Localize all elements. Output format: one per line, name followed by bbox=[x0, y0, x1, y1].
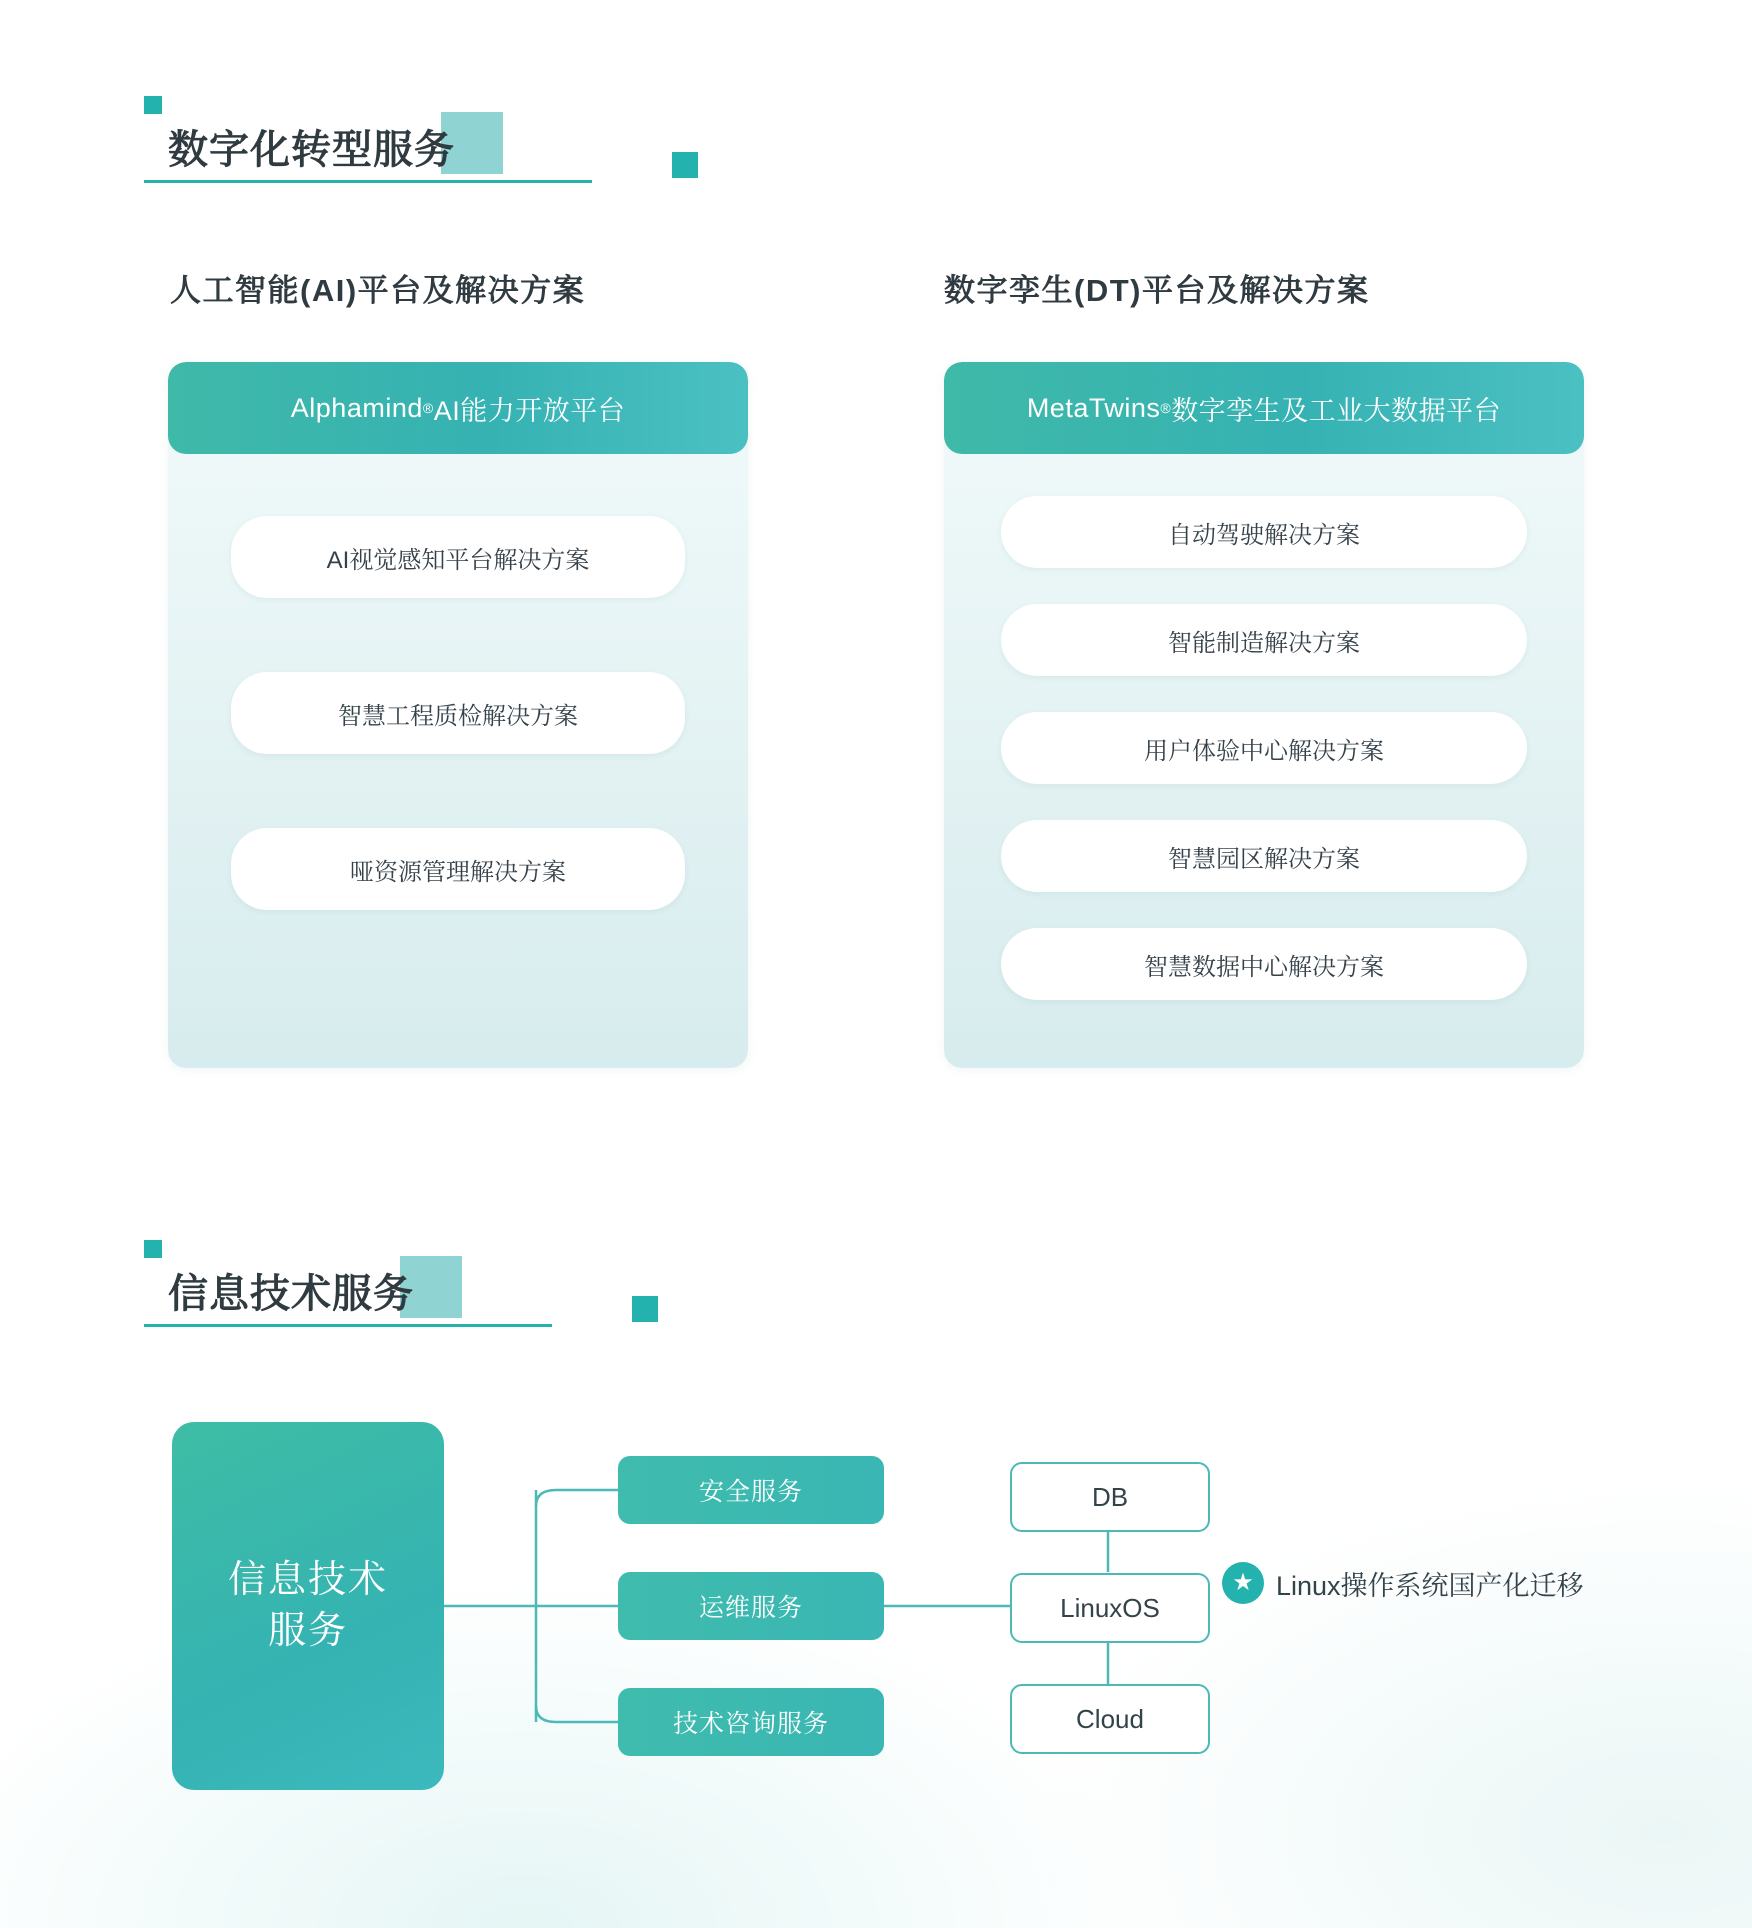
service-node-security[interactable] bbox=[618, 1456, 884, 1524]
tech-node-label: LinuxOS bbox=[1060, 1592, 1160, 1623]
service-label: 技术咨询服务 bbox=[672, 1710, 829, 1738]
tech-node-linuxos[interactable] bbox=[1010, 1573, 1210, 1643]
service-label: 安全服务 bbox=[698, 1478, 803, 1506]
star-icon: ★ bbox=[1222, 1562, 1264, 1604]
it-root-node bbox=[172, 1422, 444, 1790]
pill-label: 智慧数据中心解决方案 bbox=[1144, 953, 1384, 981]
list-item[interactable] bbox=[231, 672, 685, 754]
heading-accent-square-bottom bbox=[672, 152, 698, 178]
pill-label: 智能制造解决方案 bbox=[1168, 629, 1360, 657]
card-header-ai bbox=[168, 362, 748, 454]
legend-linux-migration bbox=[1222, 1562, 1584, 1604]
pill-label: 智慧工程质检解决方案 bbox=[338, 702, 578, 730]
column-title-dt: 数字孪生(DT)平台及解决方案 bbox=[944, 273, 1370, 308]
heading-accent-square-small bbox=[144, 1240, 162, 1258]
pill-label: 用户体验中心解决方案 bbox=[1144, 737, 1384, 765]
it-root-line2: 服务 bbox=[267, 1610, 348, 1652]
list-item[interactable] bbox=[1001, 604, 1527, 676]
section-title-digital: 数字化转型服务 bbox=[168, 128, 455, 172]
heading-accent-square-bottom bbox=[632, 1296, 658, 1322]
heading-row bbox=[144, 1240, 552, 1314]
card-header-ai-rest: AI能力开放平台 bbox=[433, 395, 626, 426]
service-label: 运维服务 bbox=[698, 1594, 803, 1622]
column-title-ai: 人工智能(AI)平台及解决方案 bbox=[170, 273, 586, 308]
service-node-consulting[interactable] bbox=[618, 1688, 884, 1756]
tech-node-label: Cloud bbox=[1076, 1703, 1144, 1734]
card-header-dt bbox=[944, 362, 1584, 454]
list-item[interactable] bbox=[231, 516, 685, 598]
card-header-dt-trademark: ® bbox=[1160, 400, 1172, 416]
heading-accent-square-small bbox=[144, 96, 162, 114]
list-item[interactable] bbox=[1001, 928, 1527, 1000]
tech-node-label: DB bbox=[1091, 1481, 1129, 1512]
section-title-it: 信息技术服务 bbox=[168, 1272, 414, 1316]
tech-node-cloud[interactable] bbox=[1010, 1684, 1210, 1754]
tech-node-db[interactable] bbox=[1010, 1462, 1210, 1532]
card-dt-platform bbox=[944, 362, 1584, 1068]
card-header-dt-rest: 数字孪生及工业大数据平台 bbox=[1171, 395, 1502, 426]
section-heading-digital bbox=[144, 96, 592, 183]
card-header-dt-brand: MetaTwins bbox=[1026, 392, 1161, 423]
it-service-diagram bbox=[0, 1390, 1752, 1870]
list-item[interactable] bbox=[1001, 820, 1527, 892]
legend-label: Linux操作系统国产化迁移 bbox=[1276, 1570, 1584, 1601]
list-item[interactable] bbox=[231, 828, 685, 910]
service-node-operations[interactable] bbox=[618, 1572, 884, 1640]
heading-underline bbox=[144, 1324, 552, 1327]
heading-row bbox=[144, 96, 592, 170]
section-heading-it bbox=[144, 1240, 552, 1327]
it-root-line1: 信息技术 bbox=[227, 1558, 388, 1601]
card-ai-platform bbox=[168, 362, 748, 1068]
list-item[interactable] bbox=[1001, 712, 1527, 784]
pill-label: 智慧园区解决方案 bbox=[1168, 845, 1360, 873]
pill-label: 哑资源管理解决方案 bbox=[350, 858, 566, 886]
card-header-ai-trademark: ® bbox=[422, 400, 434, 416]
list-item[interactable] bbox=[1001, 496, 1527, 568]
card-header-ai-brand: Alphamind bbox=[290, 392, 423, 423]
pill-label: 自动驾驶解决方案 bbox=[1168, 521, 1360, 549]
pill-label: AI视觉感知平台解决方案 bbox=[326, 546, 590, 574]
heading-underline bbox=[144, 180, 592, 183]
